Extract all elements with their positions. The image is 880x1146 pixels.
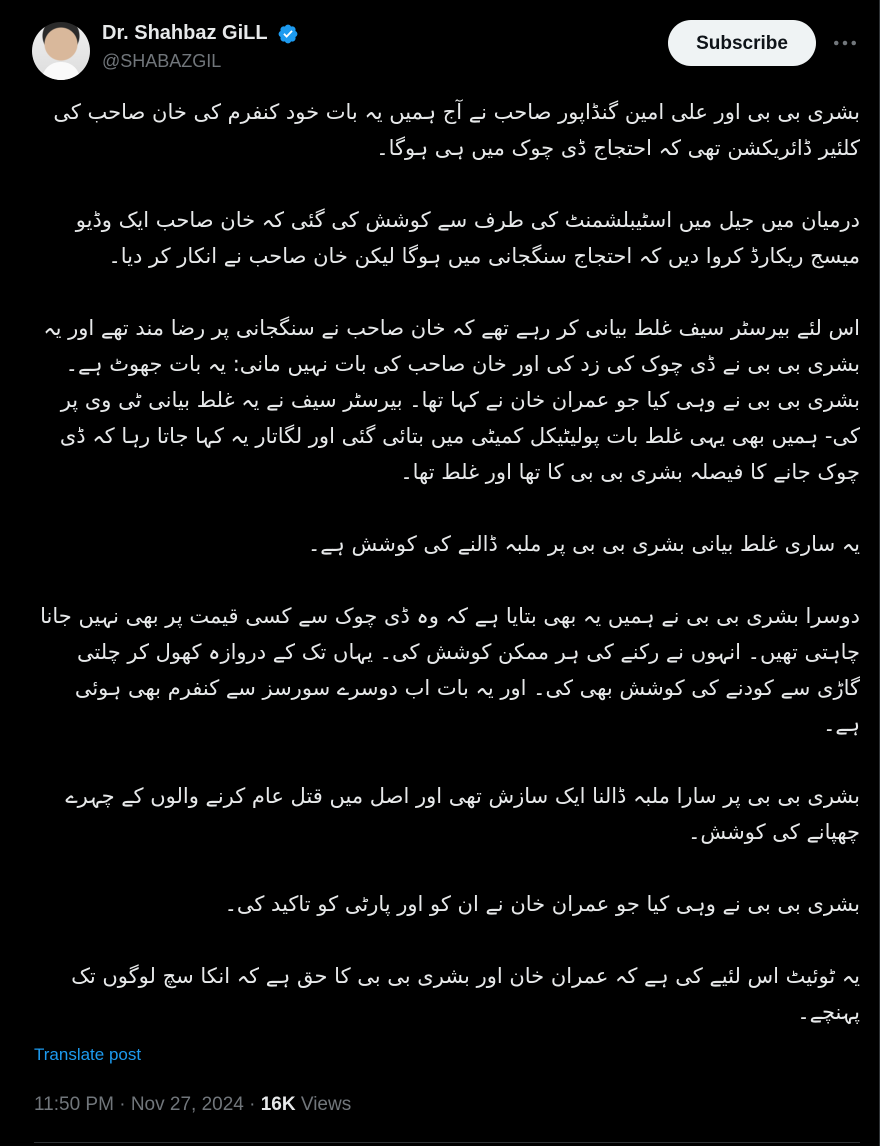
author-info <box>102 22 299 72</box>
views-count: 16K <box>260 1094 296 1115</box>
meta-separator: · <box>243 1094 261 1115</box>
post-paragraph: دوسرا بشری بی بی نے ہمیں یہ بھی بتایا ہے کہ وہ ڈی چوک سے کسی قیمت پر بھی نہیں جانا چاہتی تھیں۔ انہوں نے رکنے کی ہر ممکن کوشش کی۔ یہاں تک کے دروازہ کھول کر چلتی گاڑی سے کودنے کی کوشش بھی کی۔ اور یہ بات اب دوسرے سورسز سے کنفرم بھی ہوئی ہے۔ <box>40 604 860 736</box>
post-date[interactable]: Nov 27, 2024 <box>130 1094 244 1115</box>
post-paragraph: درمیان میں جیل میں اسٹیبلشمنٹ کی طرف سے کوشش کی گئی کہ خان صاحب ایک وڈیو میسج ریکارڈ کروا دیں کہ احتجاج سنگجانی میں ہوگا لیکن خان صاحب نے انکار کر دیا۔ <box>75 208 860 268</box>
post-paragraph: بشری بی بی پر سارا ملبہ ڈالنا ایک سازش تھی اور اصل میں قتل عام کرنے والوں کے چہرے چھپانے کی کوشش۔ <box>65 784 860 844</box>
post-header <box>32 20 862 84</box>
author-handle[interactable]: @SHABAZGIL <box>102 51 222 71</box>
author-display-name[interactable]: Dr. Shahbaz GiLL <box>102 22 268 44</box>
views-label: Views <box>295 1094 352 1115</box>
post-paragraph: یہ ٹوئیٹ اس لئیے کی ہے کہ عمران خان اور بشری بی بی کا حق ہے کہ انکا سچ لوگوں تک پہنچے۔ <box>71 964 860 1024</box>
avatar[interactable] <box>32 22 90 80</box>
verified-badge-icon[interactable] <box>277 23 299 45</box>
avatar-image <box>42 62 80 80</box>
divider <box>34 1142 860 1143</box>
more-horizontal-icon[interactable] <box>830 28 860 58</box>
post-text <box>34 94 860 1030</box>
post-paragraph: یہ ساری غلط بیانی بشری بی بی پر ملبہ ڈالنے کی کوشش ہے۔ <box>307 532 860 556</box>
post-metadata <box>34 1094 351 1116</box>
post-paragraph: بشری بی بی اور علی امین گنڈاپور صاحب نے آج ہمیں یہ بات خود کنفرم کی خان صاحب کی کلئیر ڈائریکشن تھی کہ احتجاج ڈی چوک میں ہی ہوگا۔ <box>53 100 860 160</box>
meta-separator: · <box>113 1094 131 1115</box>
post-paragraph: بشری بی بی نے وہی کیا جو عمران خان نے ان کو اور پارٹی کو تاکید کی۔ <box>224 892 860 916</box>
post-paragraph: اس لئے بیرسٹر سیف غلط بیانی کر رہے تھے کہ خان صاحب نے سنگجانی پر رضا مند تھے اور یہ بشری بی بی نے ڈی چوک کی زد کی اور خان صاحب کی بات نہیں مانی: یہ بات جھوٹ ہے۔ بشری بی بی نے وہی کیا جو عمران خان نے کہا تھا۔ بیرسٹر سیف نے یہ غلط بیانی ٹی وی پر کی- ہمیں بھی یہی غلط بات پولیٹیکل کمیٹی میں بتائی گئی اور لگاتار یہ کہا جاتا رہا کہ ڈی چوک جانے کا فیصلہ بشری بی بی کا تھا اور غلط تھا۔ <box>43 316 860 484</box>
translate-post-link[interactable]: Translate post <box>34 1045 142 1064</box>
subscribe-button[interactable]: Subscribe <box>668 20 816 66</box>
post-time[interactable]: 11:50 PM <box>34 1094 114 1115</box>
